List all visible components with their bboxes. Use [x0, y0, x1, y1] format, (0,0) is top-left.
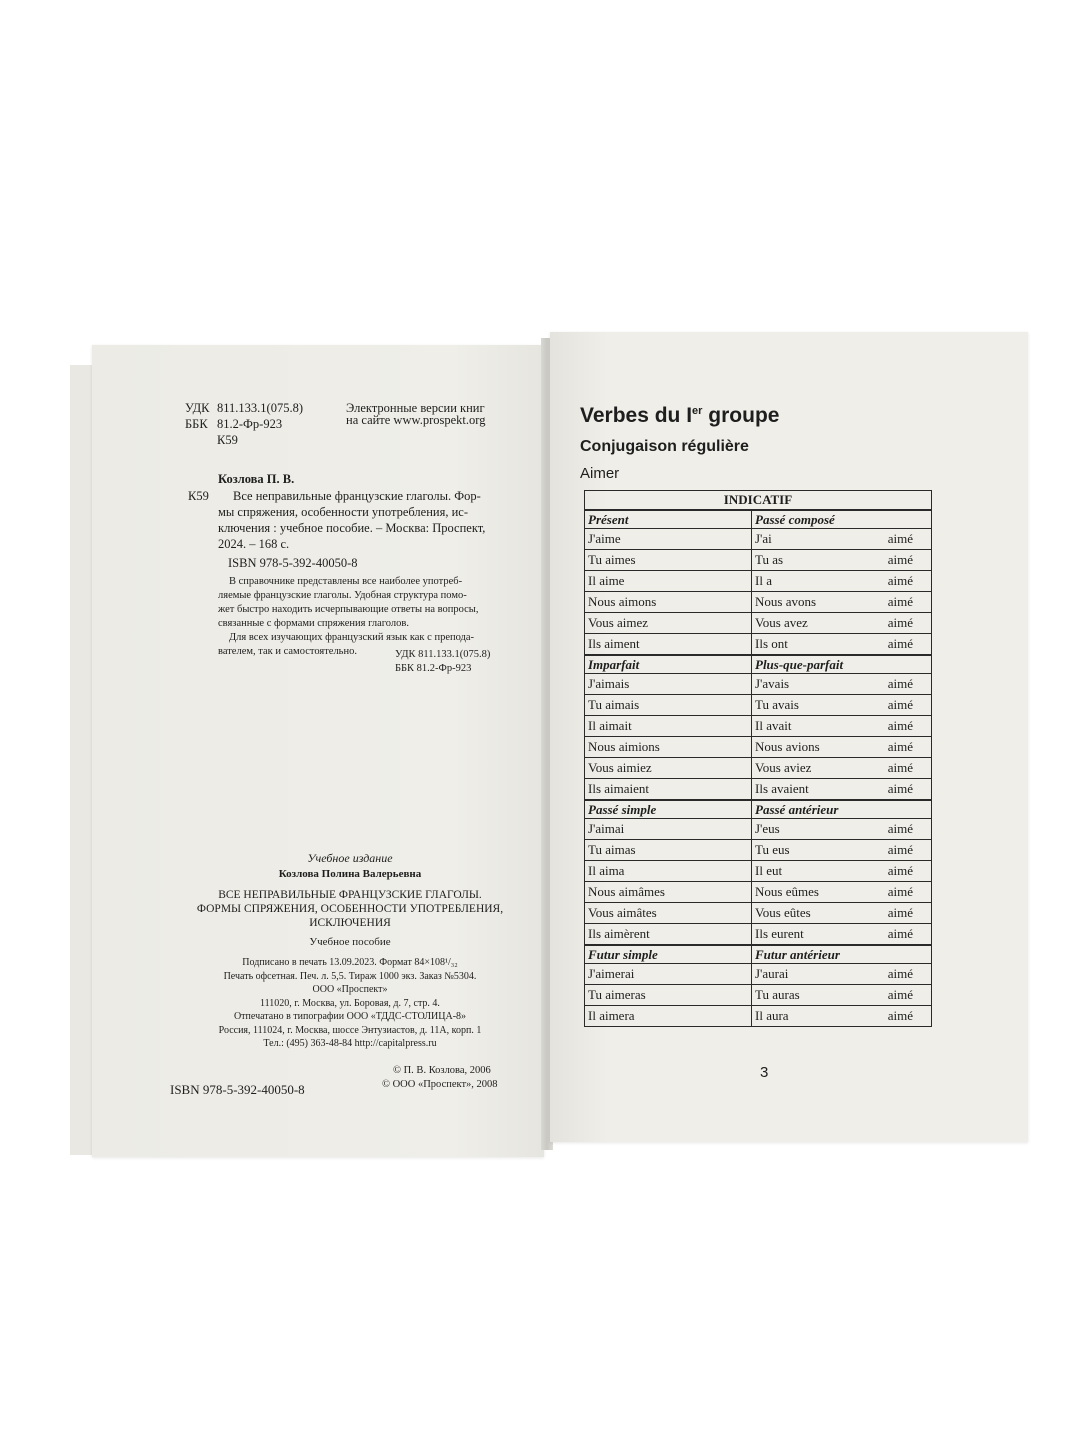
participle: aimé	[887, 676, 913, 691]
annotation-line: В справочнике представлены все наиболее употреб-	[229, 576, 463, 587]
annotation-line: связанные с формами спряжения глаголов.	[218, 618, 409, 629]
tense-name: Futur antérieur	[752, 945, 932, 964]
copyright-author: © П. В. Козлова, 2006	[393, 1065, 491, 1076]
participle: aimé	[887, 552, 913, 567]
simple-form-cell: Nous aimâmes	[585, 882, 752, 903]
page-number: 3	[760, 1064, 769, 1081]
print-line: Печать офсетная. Печ. л. 5,5. Тираж 1000 экз. Заказ №5304.	[223, 970, 477, 982]
table-row	[585, 964, 932, 985]
participle: aimé	[887, 573, 913, 588]
simple-form-cell: J'aime	[585, 529, 752, 550]
bbk-bottom: ББК 81.2-Фр-923	[395, 663, 472, 674]
table-row	[585, 634, 932, 656]
isbn-line: ISBN 978-5-392-40050-8	[228, 556, 358, 570]
participle: aimé	[887, 842, 913, 857]
compound-form-cell	[752, 550, 932, 571]
tense-name: Passé antérieur	[752, 800, 932, 819]
table-row	[585, 571, 932, 592]
publisher-line: ООО «Проспект»	[312, 984, 388, 995]
table-row	[585, 882, 932, 903]
classification-code-2: К59	[188, 489, 209, 503]
genre: Учебное пособие	[309, 936, 391, 948]
table-row	[585, 613, 932, 634]
participle: aimé	[887, 821, 913, 836]
table-row	[585, 819, 932, 840]
electronic-versions-line2: на сайте www.prospekt.org	[346, 413, 486, 427]
full-author: Козлова Полина Валерьевна	[278, 868, 422, 880]
auxiliary-form: J'ai	[755, 531, 772, 546]
author-name: Козлова П. В.	[218, 472, 295, 486]
compound-form-cell	[752, 861, 932, 882]
auxiliary-form: Ils ont	[755, 636, 788, 651]
simple-form-cell: Nous aimions	[585, 737, 752, 758]
compound-form-cell	[752, 758, 932, 779]
table-row	[585, 758, 932, 779]
simple-form-cell: Ils aiment	[585, 634, 752, 656]
table-row	[585, 903, 932, 924]
title-line: ИСКЛЮЧЕНИЯ	[309, 917, 391, 929]
compound-form-cell	[752, 882, 932, 903]
participle: aimé	[887, 884, 913, 899]
compound-form-cell	[752, 634, 932, 656]
imprint-block	[180, 850, 520, 1051]
simple-form-cell: Tu aimeras	[585, 985, 752, 1006]
simple-form-cell: Nous aimons	[585, 592, 752, 613]
table-row	[585, 1006, 932, 1027]
compound-form-cell	[752, 1006, 932, 1027]
auxiliary-form: Vous eûtes	[755, 905, 811, 920]
annotation-line: ляемые французские глаголы. Удобная структура помо-	[218, 590, 467, 601]
tense-name: Passé composé	[752, 510, 932, 529]
table-row	[585, 674, 932, 695]
biblio-line: Все неправильные французские глаголы. Фор-	[233, 489, 481, 503]
participle: aimé	[887, 594, 913, 609]
auxiliary-form: Nous avions	[755, 739, 820, 754]
participle: aimé	[887, 531, 913, 546]
compound-form-cell	[752, 985, 932, 1006]
classification-code: К59	[217, 433, 238, 447]
printer-address-line: Россия, 111024, г. Москва, шоссе Энтузиастов, д. 11А, корп. 1	[218, 1024, 482, 1036]
table-row	[585, 592, 932, 613]
compound-form-cell	[752, 779, 932, 801]
electronic-versions-line1: Электронные версии книг	[346, 401, 485, 415]
simple-form-cell: Ils aimaient	[585, 779, 752, 801]
annotation-line: жет быстро находить исчерпывающие ответы на вопросы,	[218, 604, 479, 615]
auxiliary-form: Vous avez	[755, 615, 808, 630]
tense-name: Plus-que-parfait	[752, 655, 932, 674]
participle: aimé	[887, 1008, 913, 1023]
compound-form-cell	[752, 924, 932, 946]
auxiliary-form: Il avait	[755, 718, 792, 733]
compound-form-cell	[752, 903, 932, 924]
bbk-value: 81.2-Фр-923	[217, 417, 283, 431]
title-line: ФОРМЫ СПРЯЖЕНИЯ, ОСОБЕННОСТИ УПОТРЕБЛЕНИЯ,	[196, 903, 504, 915]
simple-form-cell: Tu aimas	[585, 840, 752, 861]
participle: aimé	[887, 718, 913, 733]
simple-form-cell: J'aimais	[585, 674, 752, 695]
participle: aimé	[887, 966, 913, 981]
tense-header-row	[585, 800, 932, 819]
simple-form-cell: Ils aimèrent	[585, 924, 752, 946]
auxiliary-form: Tu auras	[755, 987, 800, 1002]
table-row	[585, 924, 932, 946]
auxiliary-form: J'eus	[755, 821, 780, 836]
compound-form-cell	[752, 613, 932, 634]
tense-name: Futur simple	[585, 945, 752, 964]
auxiliary-form: Vous aviez	[755, 760, 812, 775]
simple-form-cell: Vous aimiez	[585, 758, 752, 779]
page-heading: Verbes du Ier groupe	[580, 404, 780, 427]
isbn-bottom: ISBN 978-5-392-40050-8	[170, 1082, 305, 1097]
auxiliary-form: Ils avaient	[755, 781, 809, 796]
auxiliary-form: Nous avons	[755, 594, 817, 609]
compound-form-cell	[752, 592, 932, 613]
tense-name: Imparfait	[585, 655, 752, 674]
printed-line: Отпечатано в типографии ООО «ТДДС-СТОЛИЦА-8»	[233, 1011, 467, 1022]
participle: aimé	[887, 863, 913, 878]
participle: aimé	[887, 739, 913, 754]
table-title: INDICATIF	[585, 491, 932, 511]
participle: aimé	[887, 926, 913, 941]
page-subheading: Conjugaison régulière	[580, 438, 749, 455]
compound-form-cell	[752, 674, 932, 695]
auxiliary-form: Nous eûmes	[755, 884, 819, 899]
simple-form-cell: J'aimerai	[585, 964, 752, 985]
conjugation-table	[584, 490, 932, 1027]
participle: aimé	[887, 636, 913, 651]
compound-form-cell	[752, 529, 932, 550]
compound-form-cell	[752, 716, 932, 737]
verb-name: Aimer	[580, 465, 620, 482]
participle: aimé	[887, 905, 913, 920]
table-row	[585, 985, 932, 1006]
table-row	[585, 529, 932, 550]
table-row	[585, 840, 932, 861]
biblio-line: мы спряжения, особенности употребления, ис-	[218, 505, 468, 519]
participle: aimé	[887, 987, 913, 1002]
auxiliary-form: J'aurai	[755, 966, 789, 981]
tense-header-row	[585, 945, 932, 964]
tense-name: Présent	[585, 510, 752, 529]
udk-bottom: УДК 811.133.1(075.8)	[395, 649, 491, 660]
annotation-line: вателем, так и самостоятельно.	[218, 646, 357, 657]
udk-label: УДК	[185, 401, 210, 415]
tense-header-row	[585, 510, 932, 529]
table-row	[585, 695, 932, 716]
compound-form-cell	[752, 819, 932, 840]
simple-form-cell: Vous aimâtes	[585, 903, 752, 924]
compound-form-cell	[752, 964, 932, 985]
tense-header-row	[585, 655, 932, 674]
auxiliary-form: Ils eurent	[755, 926, 804, 941]
simple-form-cell: J'aimai	[585, 819, 752, 840]
simple-form-cell: Tu aimais	[585, 695, 752, 716]
auxiliary-form: Il aura	[755, 1008, 789, 1023]
annotation-line: Для всех изучающих французский язык как с препода-	[229, 632, 475, 643]
biblio-line: ключения : учебное пособие. – Москва: Проспект,	[218, 521, 486, 535]
phone-line: Тел.: (495) 363-48-84 http://capitalpress.ru	[263, 1038, 437, 1049]
participle: aimé	[887, 615, 913, 630]
simple-form-cell: Vous aimez	[585, 613, 752, 634]
simple-form-cell: Il aimait	[585, 716, 752, 737]
table-row	[585, 779, 932, 801]
auxiliary-form: Il eut	[755, 863, 783, 878]
signed-line: Подписано в печать 13.09.2023. Формат 84×108¹/₃₂	[242, 957, 458, 968]
simple-form-cell: Il aime	[585, 571, 752, 592]
auxiliary-form: J'avais	[755, 676, 790, 691]
copyright-publisher: © ООО «Проспект», 2008	[382, 1079, 498, 1090]
participle: aimé	[887, 697, 913, 712]
table-row	[585, 716, 932, 737]
compound-form-cell	[752, 737, 932, 758]
compound-form-cell	[752, 571, 932, 592]
title-line: ВСЕ НЕПРАВИЛЬНЫЕ ФРАНЦУЗСКИЕ ГЛАГОЛЫ.	[218, 889, 482, 901]
tense-name: Passé simple	[585, 800, 752, 819]
auxiliary-form: Il a	[755, 573, 772, 588]
table-row	[585, 550, 932, 571]
simple-form-cell: Il aima	[585, 861, 752, 882]
participle: aimé	[887, 781, 913, 796]
biblio-line: 2024. – 168 с.	[218, 537, 290, 551]
compound-form-cell	[752, 695, 932, 716]
participle: aimé	[887, 760, 913, 775]
address-line: 111020, г. Москва, ул. Боровая, д. 7, стр. 4.	[260, 997, 440, 1009]
simple-form-cell: Tu aimes	[585, 550, 752, 571]
auxiliary-form: Tu avais	[755, 697, 799, 712]
table-row	[585, 737, 932, 758]
udk-value: 811.133.1(075.8)	[217, 401, 303, 415]
compound-form-cell	[752, 840, 932, 861]
simple-form-cell: Il aimera	[585, 1006, 752, 1027]
bbk-label: ББК	[185, 417, 208, 431]
edition-type: Учебное издание	[307, 851, 393, 865]
auxiliary-form: Tu eus	[755, 842, 790, 857]
table-row	[585, 861, 932, 882]
auxiliary-form: Tu as	[755, 552, 784, 567]
